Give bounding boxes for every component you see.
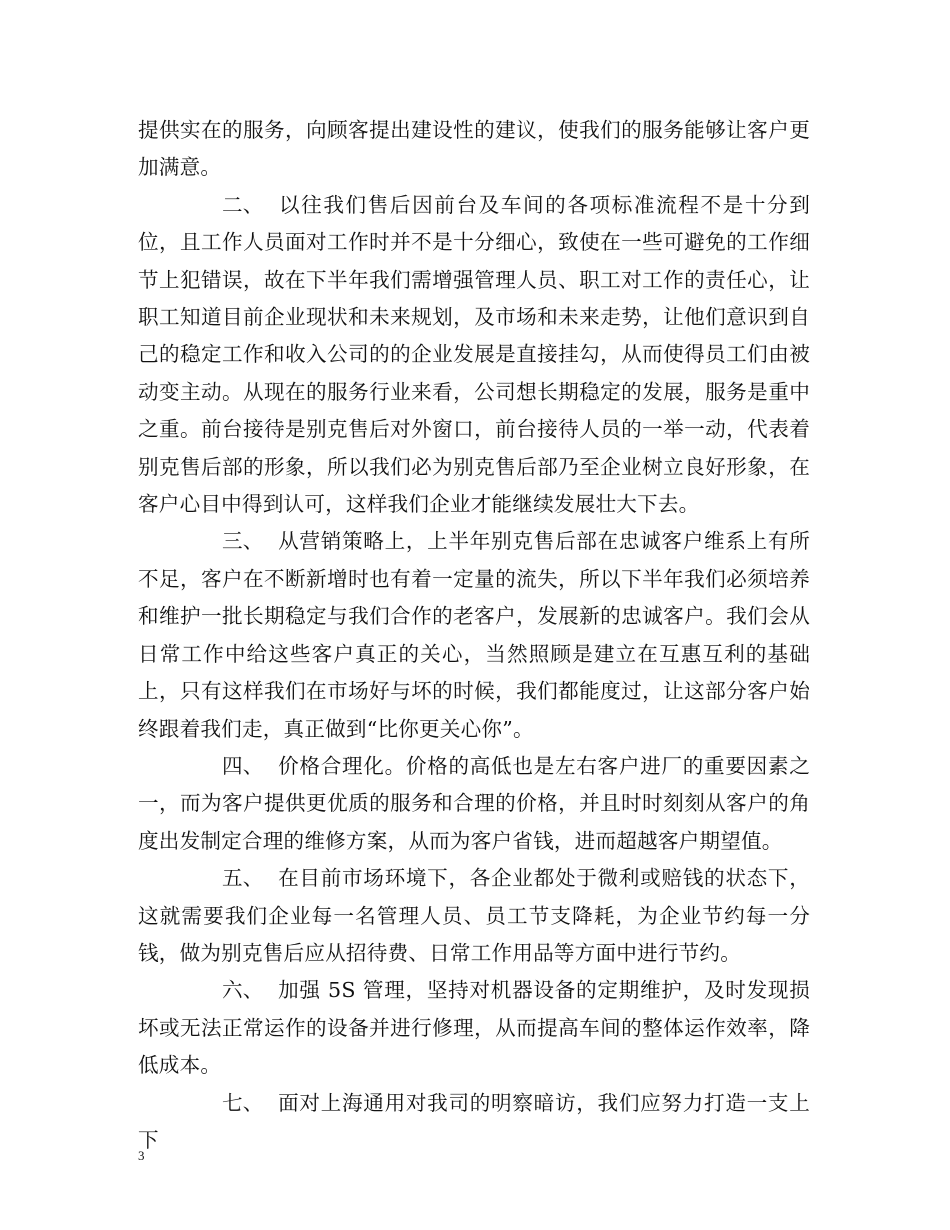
paragraph-text: 以往我们售后因前台及车间的各项标准流程不是十分到位，且工作人员面对工作时并不是十分细心，致使在一些可避免的工作细节上犯错误，故在下半年我们需增强管理人员、职工对工作的责任心，让职工知道目前企业现状和未来规划，及市场和未来走势，让他们意识到自己的稳定工作和收入公司的的企业发展是直接挂勾，从而使得员工们由被动变主动。从现在的服务行业来看，公司想长期稳定的发展，服务是重中之重。前台接待是别克售后对外窗口，前台接待人员的一举一动，代表着别克售后部的形象，所以我们必为别克售后部乃至企业树立良好形象，在客户心目中得到认可，这样我们企业才能继续发展壮大下去。 xyxy=(138,192,810,517)
list-marker: 五、 xyxy=(222,866,264,891)
paragraph-item-3 xyxy=(138,523,810,747)
paragraph-text: 从营销策略上，上半年别克售后部在忠诚客户维系上有所不足，客户在不断新增时也有着一定量的流失，所以下半年我们必须培养和维护一批长期稳定与我们合作的老客户，发展新的忠诚客户。我们会从日常工作中给这些客户真正的关心，当然照顾是建立在互惠互利的基础上，只有这样我们在市场好与坏的时候，我们都能度过，让这部分客户始终跟着我们走，真正做到“比你更关心你”。 xyxy=(138,529,810,741)
list-marker: 三、 xyxy=(222,529,264,554)
paragraph-text: 在目前市场环境下，各企业都处于微利或赔钱的状态下，这就需要我们企业每一名管理人员、员工节支降耗，为企业节约每一分钱，做为别克售后应从招待费、日常工作用品等方面中进行节约。 xyxy=(138,866,810,965)
paragraph-continuation xyxy=(138,112,810,187)
paragraph-text: 提供实在的服务，向顾客提出建设性的建议，使我们的服务能够让客户更加满意。 xyxy=(138,118,810,180)
paragraph-item-6 xyxy=(138,972,810,1084)
list-marker: 二、 xyxy=(222,192,264,217)
paragraph-text: 加强 5S 管理，坚持对机器设备的定期维护，及时发现损坏或无法正常运作的设备并进行修理，从而提高车间的整体运作效率，降低成本。 xyxy=(138,978,810,1078)
list-marker: 六、 xyxy=(222,978,264,1003)
paragraph-item-2 xyxy=(138,187,810,524)
paragraph-item-5 xyxy=(138,860,810,972)
list-marker: 七、 xyxy=(222,1090,264,1115)
body-text xyxy=(138,112,810,1159)
paragraph-text: 价格合理化。价格的高低也是左右客户进厂的重要因素之一，而为客户提供更优质的服务和合理的价格，并且时时刻刻从客户的角度出发制定合理的维修方案，从而为客户省钱，进而超越客户期望值。 xyxy=(138,753,810,853)
page-number: 3 xyxy=(138,1148,145,1163)
list-marker: 四、 xyxy=(222,753,264,778)
paragraph-text: 面对上海通用对我司的明察暗访，我们应努力打造一支上下 xyxy=(138,1090,810,1152)
paragraph-item-7 xyxy=(138,1085,810,1160)
paragraph-item-4 xyxy=(138,748,810,860)
